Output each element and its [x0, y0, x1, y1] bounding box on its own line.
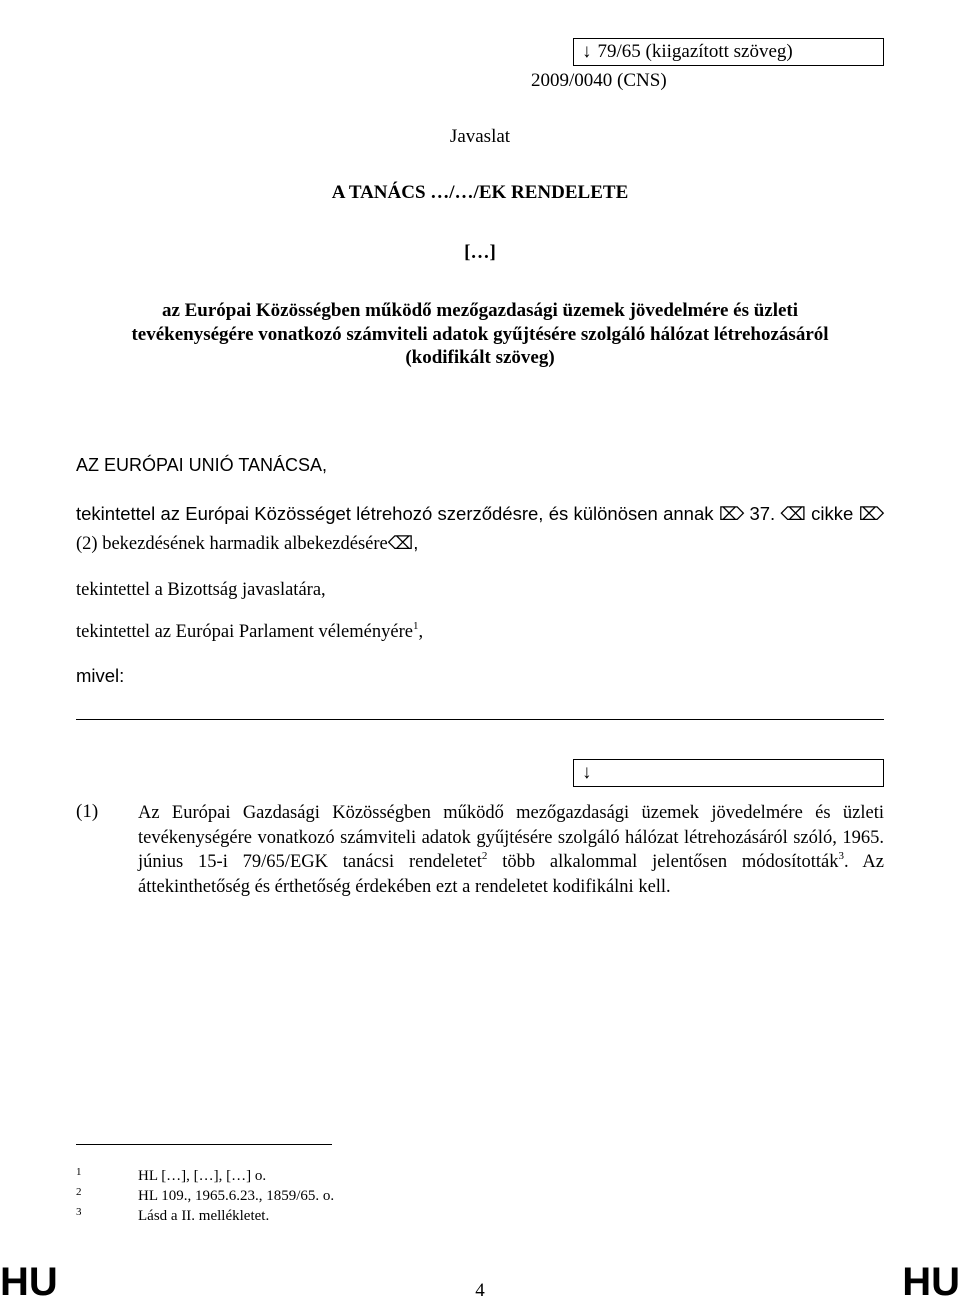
citation-parliament-text: tekintettel az Európai Parlament véleményére — [76, 622, 413, 642]
procedure-number: 2009/0040 (CNS) — [531, 70, 667, 91]
footnote-ref-1[interactable]: 1 — [412, 619, 419, 632]
citation-treaty-text-a: tekintettel az Európai Közösséget létrehozó szerződésre, és különösen annak — [76, 503, 714, 524]
regulation-subject — [76, 299, 884, 370]
page-number: 4 — [475, 1280, 485, 1301]
recital-number: (1) — [76, 801, 99, 822]
reference-box — [573, 38, 884, 66]
citation-commission: tekintettel a Bizottság javaslatára, — [76, 580, 326, 600]
citation-treaty-text-c: cikke — [811, 503, 854, 524]
citation-parliament — [76, 618, 884, 646]
subject-line-1: az Európai Közösségben működő mezőgazdasági üzemek jövedelmére és üzleti — [161, 300, 799, 321]
recital-text-b: több alkalommal jelentősen módosították — [502, 852, 839, 872]
recital-text — [138, 801, 884, 899]
footnote-text: Lásd a II. mellékletet. — [138, 1208, 270, 1224]
regulation-number-placeholder: […] — [464, 242, 496, 263]
footnote-ref-3[interactable]: 3 — [838, 849, 845, 862]
regulation-title: A TANÁCS …/…/EK RENDELETE — [331, 182, 629, 203]
arrow-down-icon: ↓ — [582, 762, 592, 783]
footnote-ref-2[interactable]: 2 — [481, 849, 488, 862]
footnote-text: HL 109., 1965.6.23., 1859/65. o. — [138, 1188, 335, 1204]
citation-treaty-text-b: 37. — [749, 503, 776, 524]
language-code-left: HU — [0, 1260, 58, 1304]
subject-line-3: (kodifikált szöveg) — [405, 347, 555, 368]
citation-treaty-text-d: (2) bekezdésének harmadik albekezdésére — [76, 534, 388, 554]
citation-parliament-end: , — [418, 622, 424, 642]
language-code-right: HU — [902, 1260, 960, 1304]
subject-line-2: tevékenységére vonatkozó számviteli adatok gyűjtésére szolgáló hálózat létrehozásáról — [131, 323, 829, 345]
javaslat-label: Javaslat — [449, 126, 511, 147]
arrow-down-icon: ↓ — [582, 41, 592, 62]
whereas-label: mivel: — [76, 665, 125, 686]
footnote — [76, 1188, 334, 1205]
recital-text-c: . Az áttekinthetőség és érthetőség érdekében ezt a rendeletet kodifikálni kell. — [138, 852, 885, 897]
footnote — [76, 1208, 269, 1225]
insert-open-icon: ⌦ — [858, 504, 885, 525]
footnote — [76, 1168, 266, 1185]
footnote-divider — [76, 1144, 332, 1145]
council-heading: AZ EURÓPAI UNIÓ TANÁCSA, — [76, 455, 328, 475]
reference-text: 79/65 (kiigazított szöveg) — [597, 41, 793, 62]
footnote-number: 2 — [76, 1186, 82, 1198]
footnote-number: 3 — [76, 1206, 82, 1218]
insert-open-icon: ⌦ — [718, 504, 745, 525]
unchanged-marker-box — [573, 759, 884, 787]
citation-treaty — [76, 500, 884, 558]
footnote-text: HL […], […], […] o. — [138, 1168, 267, 1184]
insert-close-icon: ⌫ — [387, 533, 414, 554]
recital-text-a: Az Európai Gazdasági Közösségben működő mezőgazdasági üzemek jövedelmére és üzleti tevékenységére vonatkozó számviteli adatok gyűjtésére szolgáló hálózat létrehozásáról szóló, 1965. június 15-i 79/65/EGK tanácsi rendeletet — [138, 803, 884, 872]
citation-treaty-text-e: , — [413, 532, 419, 553]
section-divider — [76, 719, 884, 720]
insert-close-icon: ⌫ — [780, 504, 806, 525]
footnote-number: 1 — [76, 1166, 82, 1178]
